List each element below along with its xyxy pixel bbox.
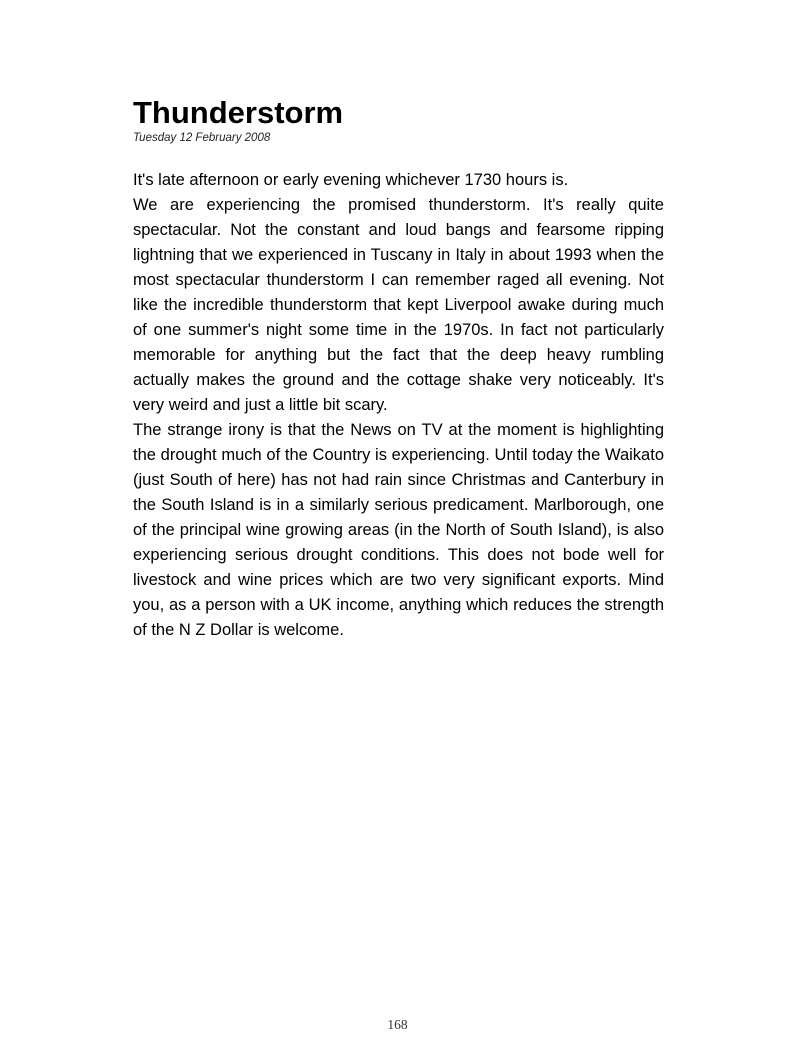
page-content bbox=[133, 96, 664, 643]
page-number: 168 bbox=[387, 1017, 408, 1032]
paragraph-drought: The strange irony is that the News on TV at the moment is highlighting the drought much of the Country is experiencing. Until today the Waikato (just South of here) has not had rain since Christmas and Canterbury in the South Island is in a similarly serious predicament. Marlborough, one of the principal wine growing areas (in the North of South Island), is also experiencing serious drought conditions. This does not bode well for livestock and wine prices which are two very significant exports. Mind you, as a person with a UK income, anything which reduces the strength of the N Z Dollar is welcome. bbox=[133, 421, 664, 639]
paragraph-thunderstorm: We are experiencing the promised thunderstorm. It's really quite spectacular. Not the constant and loud bangs and fearsome ripping lightning that we experienced in Tuscany in Italy in about 1993 when the most spectacular thunderstorm I can remember raged all evening. Not like the incredible thunderstorm that kept Liverpool awake during much of one summer's night some time in the 1970s. In fact not particularly memorable for anything but the fact that the deep heavy rumbling actually makes the ground and the cottage shake very noticeably. It's very weird and just a little bit scary. bbox=[133, 196, 664, 414]
page-title: Thunderstorm bbox=[133, 95, 344, 130]
body-text bbox=[133, 168, 664, 643]
paragraph-intro: It's late afternoon or early evening whichever 1730 hours is. bbox=[133, 171, 569, 189]
date-line: Tuesday 12 February 2008 bbox=[133, 132, 271, 144]
